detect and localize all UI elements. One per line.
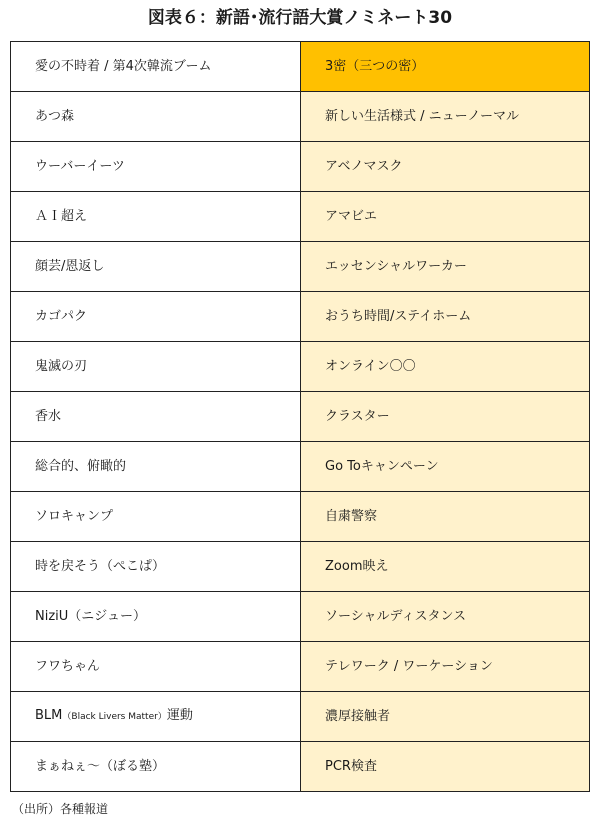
- table-row: [11, 392, 590, 442]
- right-cell: 新しい生活様式 / ニューノーマル: [301, 92, 590, 142]
- right-cell: PCR検査: [301, 742, 590, 792]
- right-cell: おうち時間/ステイホーム: [301, 292, 590, 342]
- right-cell: エッセンシャルワーカー: [301, 242, 590, 292]
- left-cell: 愛の不時着 / 第4次韓流ブーム: [11, 42, 301, 92]
- right-cell: ソーシャルディスタンス: [301, 592, 590, 642]
- table-row: [11, 142, 590, 192]
- left-cell: 鬼滅の刃: [11, 342, 301, 392]
- table-row: [11, 692, 590, 742]
- table-row: [11, 742, 590, 792]
- left-cell: [11, 692, 301, 742]
- table-row: [11, 592, 590, 642]
- table-row: [11, 92, 590, 142]
- nominee-table: [10, 41, 590, 792]
- right-cell: アマビエ: [301, 192, 590, 242]
- chart-title: 図表６：新語･流行語大賞ノミネート30: [147, 8, 453, 28]
- left-cell: フワちゃん: [11, 642, 301, 692]
- left-cell: 総合的、俯瞰的: [11, 442, 301, 492]
- left-cell: ＡＩ超え: [11, 192, 301, 242]
- left-cell-main: BLM: [35, 708, 63, 723]
- left-cell: ウーバーイーツ: [11, 142, 301, 192]
- left-cell-suffix: 運動: [166, 708, 193, 723]
- left-cell: 顔芸/恩返し: [11, 242, 301, 292]
- right-cell: テレワーク / ワーケーション: [301, 642, 590, 692]
- left-cell-note: （Black Livers Matter）: [62, 712, 167, 722]
- table-row: [11, 192, 590, 242]
- table-row: [11, 492, 590, 542]
- table-row: [11, 642, 590, 692]
- left-cell: あつ森: [11, 92, 301, 142]
- left-cell: 香水: [11, 392, 301, 442]
- right-cell: Go Toキャンペーン: [301, 442, 590, 492]
- left-cell: NiziU（ニジュー）: [11, 592, 301, 642]
- table-row: [11, 242, 590, 292]
- table-row: [11, 542, 590, 592]
- table-row: [11, 442, 590, 492]
- table-row: [11, 342, 590, 392]
- right-cell: アベノマスク: [301, 142, 590, 192]
- right-cell: 濃厚接触者: [301, 692, 590, 742]
- right-cell: 自粛警察: [301, 492, 590, 542]
- right-cell: オンライン〇〇: [301, 342, 590, 392]
- table-row: [11, 42, 590, 92]
- left-cell: カゴパク: [11, 292, 301, 342]
- right-cell: Zoom映え: [301, 542, 590, 592]
- left-cell: ソロキャンプ: [11, 492, 301, 542]
- right-cell-highlighted: 3密（三つの密）: [301, 42, 590, 92]
- right-cell: クラスター: [301, 392, 590, 442]
- source-note: （出所）各種報道: [12, 802, 109, 816]
- left-cell: まぁねぇ～（ぼる塾）: [11, 742, 301, 792]
- left-cell: 時を戻そう（ぺこぱ）: [11, 542, 301, 592]
- table-row: [11, 292, 590, 342]
